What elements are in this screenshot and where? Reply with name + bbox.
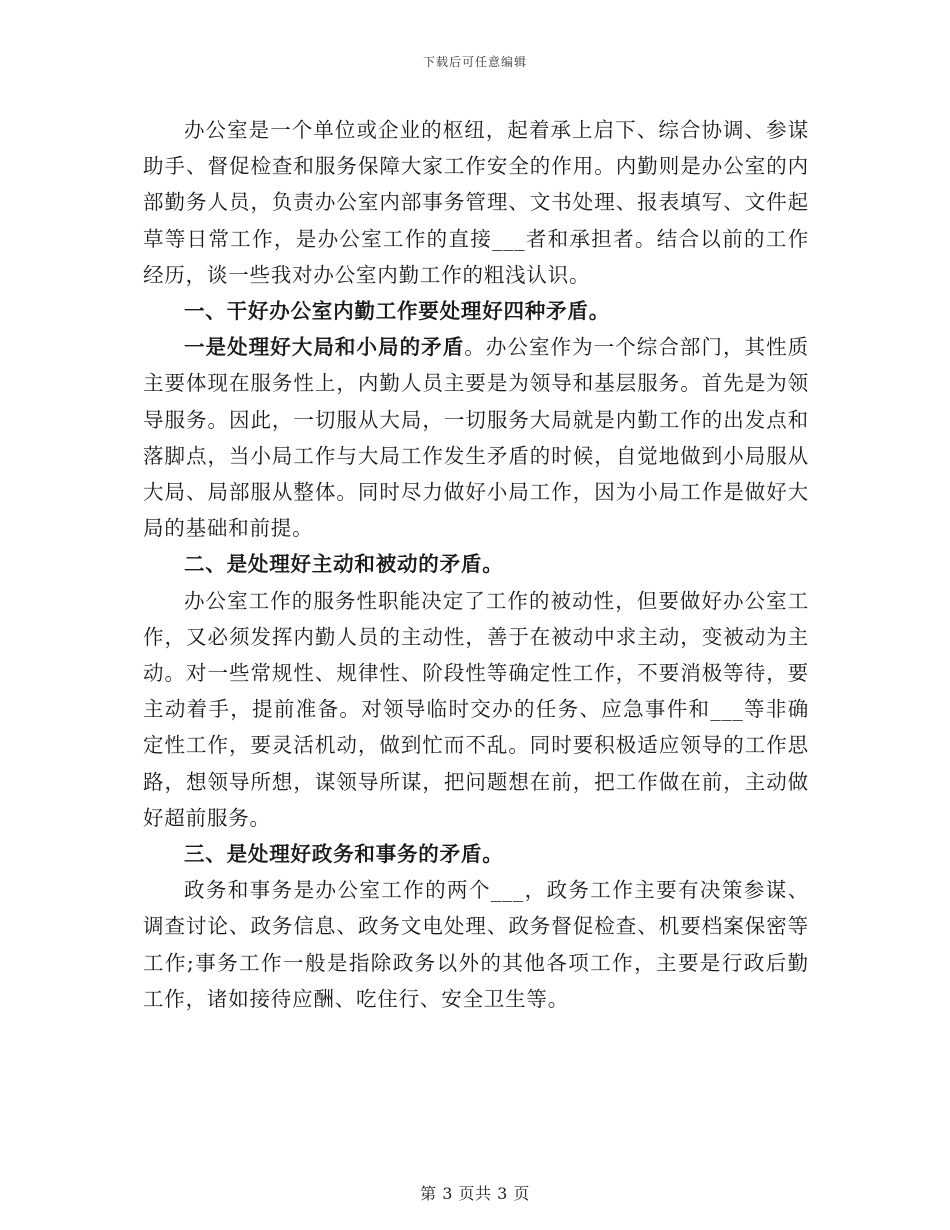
paragraph-intro: 办公室是一个单位或企业的枢纽，起着承上启下、综合协调、参谋助手、督促检查和服务保障大家工作安全的作用。内勤则是办公室的内部勤务人员，负责办公室内部事务管理、文书处理、报表填写、文件起草等日常工作，是办公室工作的直接___者和承担者。结合以前的工作经历，谈一些我对办公室内勤工作的粗浅认识。 — [143, 118, 809, 287]
paragraph-big-small-picture — [143, 329, 809, 546]
paragraph-lead-bold: 一是处理好大局和小局的矛盾 — [184, 335, 465, 360]
page-header: 下载后可任意编辑 — [422, 55, 527, 69]
paragraph-active-passive: 办公室工作的服务性职能决定了工作的被动性，但要做好办公室工作，又必须发挥内勤人员的主动性，善于在被动中求主动，变被动为主动。对一些常规性、规律性、阶段性等确定性工作，不要消极等待，要主动着手，提前准备。对领导临时交办的任务、应急事件和___等非确定性工作，要灵活机动，做到忙而不乱。同时要积极适应领导的工作思路，想领导所想，谋领导所谋，把问题想在前，把工作做在前，主动做好超前服务。 — [143, 588, 809, 830]
section-heading-3: 三、是处理好政务和事务的矛盾。 — [184, 842, 504, 867]
paragraph-government-affairs: 政务和事务是办公室工作的两个___，政务工作主要有决策参谋、调查讨论、政务信息、政务文电处理、政务督促检查、机要档案保密等工作;事务工作一般是指除政务以外的其他各项工作，主要是行政后勤工作，诸如接待应酬、吃住行、安全卫生等。 — [143, 878, 809, 1011]
section-heading-1: 一、干好办公室内勤工作要处理好四种矛盾。 — [184, 299, 610, 324]
paragraph-rest: 。办公室作为一个综合部门，其性质主要体现在服务性上，内勤人员主要是为领导和基层服务。首先是为领导服务。因此，一切服从大局，一切服务大局就是内勤工作的出发点和落脚点，当小局工作与大局工作发生矛盾的时候，自觉地做到小局服从大局、局部服从整体。同时尽力做好小局工作，因为小局工作是做好大局的基础和前提。 — [143, 335, 809, 541]
page-footer: 第 3 页共 3 页 — [420, 1184, 530, 1203]
document-body — [143, 112, 809, 1017]
section-heading-2: 二、是处理好主动和被动的矛盾。 — [184, 552, 504, 577]
